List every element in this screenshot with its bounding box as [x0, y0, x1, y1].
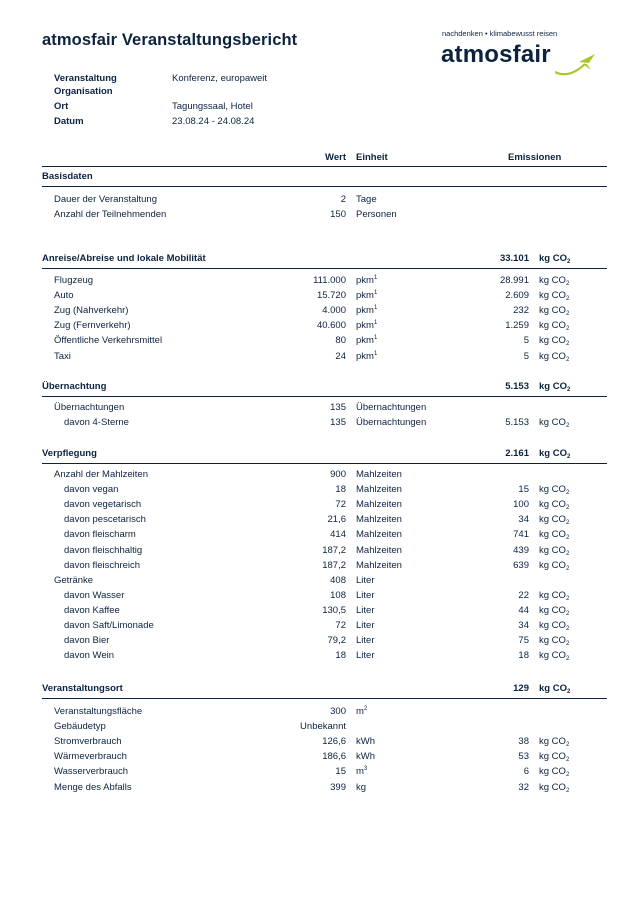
row-unit-text: Liter	[356, 605, 375, 616]
row-value: 4.000	[322, 305, 346, 316]
row-value: 900	[330, 469, 346, 480]
row-emission: 44	[518, 605, 529, 616]
row-unit-text: Übernachtungen	[356, 402, 427, 413]
row-value: 111.000	[313, 275, 346, 286]
row-unit-text: Mahlzeiten	[356, 484, 402, 495]
row-label: davon fleischhaltig	[64, 545, 143, 556]
co2-subscript: 2	[566, 689, 571, 695]
co2-unit-text: kg CO	[539, 320, 566, 331]
logo-tagline: nachdenken • klimabewusst reisen	[442, 29, 558, 38]
co2-unit-text: kg CO	[539, 448, 567, 459]
row-unit	[356, 635, 374, 646]
co2-unit	[539, 590, 569, 601]
co2-unit-text: kg CO	[539, 275, 566, 286]
row-unit	[356, 417, 426, 428]
row-label: Menge des Abfalls	[54, 782, 132, 793]
row-label: Auto	[54, 290, 74, 301]
section-total-anreise: 33.101	[499, 253, 529, 264]
co2-unit-text: kg CO	[539, 305, 566, 316]
row-unit-text: Mahlzeiten	[356, 529, 402, 540]
row-emission: 32	[518, 782, 529, 793]
meta-key: Ort	[54, 101, 69, 112]
section-rule	[42, 463, 607, 464]
row-unit-text: Mahlzeiten	[356, 469, 402, 480]
row-value: 135	[330, 402, 346, 413]
row-unit-superscript: 1	[373, 320, 378, 326]
row-unit	[356, 209, 397, 220]
row-unit-text: pkm	[356, 351, 374, 362]
co2-subscript: 2	[565, 490, 570, 496]
row-label: Zug (Fernverkehr)	[54, 320, 131, 331]
co2-unit	[539, 335, 569, 346]
row-unit	[356, 605, 374, 616]
row-label: davon Saft/Limonade	[64, 620, 154, 631]
co2-unit-text: kg CO	[539, 514, 566, 525]
co2-unit-text: kg CO	[539, 351, 566, 362]
co2-subscript: 2	[565, 505, 570, 511]
row-unit	[356, 499, 402, 510]
row-label: Anzahl der Teilnehmenden	[54, 209, 167, 220]
co2-unit	[539, 605, 569, 616]
row-emission: 639	[513, 560, 529, 571]
row-unit	[356, 305, 377, 316]
row-emission: 18	[518, 650, 529, 661]
co2-unit-text: kg CO	[539, 635, 566, 646]
row-unit-text: m	[356, 766, 364, 777]
row-unit-text: Tage	[356, 194, 377, 205]
row-label: Wasserverbrauch	[54, 766, 129, 777]
report-title: atmosfair Veranstaltungsbericht	[42, 31, 298, 49]
row-unit	[356, 545, 402, 556]
row-unit-text: pkm	[356, 320, 374, 331]
co2-unit	[539, 782, 569, 793]
row-unit-text: kWh	[356, 736, 375, 747]
row-label: Wärmeverbrauch	[54, 751, 127, 762]
row-unit	[356, 335, 377, 346]
row-value: 186,6	[322, 751, 346, 762]
co2-unit-text: kg CO	[539, 335, 566, 346]
row-label: Zug (Nahverkehr)	[54, 305, 129, 316]
co2-unit-text: kg CO	[539, 782, 566, 793]
row-unit	[356, 560, 402, 571]
co2-subscript: 2	[565, 742, 570, 748]
co2-unit	[539, 290, 569, 301]
row-label: Veranstaltungsfläche	[54, 706, 143, 717]
co2-subscript: 2	[565, 311, 570, 317]
row-emission: 5	[523, 335, 529, 346]
row-label: Dauer der Veranstaltung	[54, 194, 157, 205]
co2-subscript: 2	[565, 596, 570, 602]
row-unit	[356, 650, 374, 661]
co2-unit	[539, 417, 569, 428]
co2-subscript: 2	[566, 259, 571, 265]
co2-unit	[539, 484, 569, 495]
co2-unit-text: kg CO	[539, 529, 566, 540]
co2-subscript: 2	[565, 551, 570, 557]
row-value: 2	[340, 194, 346, 205]
co2-unit	[539, 736, 569, 747]
co2-unit-text: kg CO	[539, 766, 566, 777]
co2-unit	[539, 499, 569, 510]
row-emission: 2.609	[505, 290, 529, 301]
row-unit	[356, 620, 374, 631]
co2-subscript: 2	[565, 788, 570, 794]
row-value: 72	[335, 499, 346, 510]
row-emission: 741	[513, 529, 529, 540]
meta-value: 23.08.24 - 24.08.24	[172, 116, 255, 127]
row-unit	[356, 320, 377, 331]
row-label: davon Kaffee	[64, 605, 120, 616]
co2-unit	[539, 305, 569, 316]
meta-key: Organisation	[54, 86, 113, 97]
section-total-uebernachtung: 5.153	[505, 381, 529, 392]
row-value: 150	[330, 209, 346, 220]
col-header-einheit: Einheit	[356, 152, 388, 163]
row-label: davon Wasser	[64, 590, 125, 601]
row-emission: 22	[518, 590, 529, 601]
row-unit	[356, 514, 402, 525]
row-unit-text: Mahlzeiten	[356, 514, 402, 525]
row-unit-text: m	[356, 706, 364, 717]
co2-subscript: 2	[565, 641, 570, 647]
co2-subscript: 2	[566, 387, 571, 393]
row-unit-superscript: 1	[373, 335, 378, 341]
row-value: 21,6	[327, 514, 346, 525]
row-unit-text: Liter	[356, 635, 375, 646]
co2-unit	[539, 253, 570, 264]
co2-unit	[539, 650, 569, 661]
co2-subscript: 2	[565, 296, 570, 302]
co2-unit-text: kg CO	[539, 683, 567, 694]
row-unit-text: Mahlzeiten	[356, 545, 402, 556]
row-label: Taxi	[54, 351, 71, 362]
row-label: Anzahl der Mahlzeiten	[54, 469, 148, 480]
row-unit-superscript: 1	[373, 351, 378, 357]
section-rule	[42, 268, 607, 269]
row-unit	[356, 290, 377, 301]
row-unit-text: Liter	[356, 620, 375, 631]
row-unit	[356, 736, 375, 747]
row-unit-text: Liter	[356, 650, 375, 661]
row-value: 108	[330, 590, 346, 601]
row-unit-text: pkm	[356, 275, 374, 286]
section-rule	[42, 698, 607, 699]
co2-unit	[539, 320, 569, 331]
row-unit-text: pkm	[356, 290, 374, 301]
co2-unit	[539, 560, 569, 571]
row-value: 18	[335, 484, 346, 495]
row-unit-superscript: 3	[363, 766, 368, 772]
co2-unit	[539, 514, 569, 525]
row-unit-text: Liter	[356, 575, 375, 586]
row-unit-superscript: 2	[363, 706, 368, 712]
row-label: davon pescetarisch	[64, 514, 146, 525]
co2-unit-text: kg CO	[539, 290, 566, 301]
row-value: 135	[330, 417, 346, 428]
section-title-anreise: Anreise/Abreise und lokale Mobilität	[42, 253, 206, 264]
co2-unit-text: kg CO	[539, 560, 566, 571]
row-unit	[356, 469, 402, 480]
row-value: Unbekannt	[300, 721, 346, 732]
row-unit-text: pkm	[356, 335, 374, 346]
row-label: Gebäudetyp	[54, 721, 106, 732]
row-unit-text: pkm	[356, 305, 374, 316]
row-emission: 232	[513, 305, 529, 316]
section-title-basis: Basisdaten	[42, 171, 93, 182]
row-unit	[356, 706, 367, 717]
co2-unit	[539, 683, 570, 694]
row-unit	[356, 766, 367, 777]
co2-subscript: 2	[565, 611, 570, 617]
co2-subscript: 2	[565, 757, 570, 763]
row-value: 72	[335, 620, 346, 631]
row-label: Flugzeug	[54, 275, 94, 286]
meta-key: Datum	[54, 116, 84, 127]
row-emission: 28.991	[499, 275, 529, 286]
row-unit	[356, 575, 374, 586]
row-label: Stromverbrauch	[54, 736, 122, 747]
row-emission: 6	[523, 766, 529, 777]
co2-subscript: 2	[565, 341, 570, 347]
row-unit	[356, 275, 377, 286]
col-header-emissionen: Emissionen	[508, 152, 562, 163]
row-emission: 100	[513, 499, 529, 510]
co2-subscript: 2	[565, 566, 570, 572]
row-unit-text: kg	[356, 782, 367, 793]
co2-unit-text: kg CO	[539, 253, 567, 264]
row-label: Getränke	[54, 575, 94, 586]
row-unit	[356, 529, 402, 540]
section-total-verpflegung: 2.161	[505, 448, 529, 459]
co2-unit	[539, 381, 570, 392]
row-unit-text: kWh	[356, 751, 375, 762]
row-unit	[356, 782, 366, 793]
co2-subscript: 2	[565, 535, 570, 541]
row-label: davon Bier	[64, 635, 110, 646]
row-value: 187,2	[322, 560, 346, 571]
row-unit-superscript: 1	[373, 275, 378, 281]
co2-subscript: 2	[565, 520, 570, 526]
row-emission: 34	[518, 514, 529, 525]
row-value: 24	[335, 351, 346, 362]
col-header-wert: Wert	[325, 152, 346, 163]
row-value: 126,6	[322, 736, 346, 747]
co2-subscript: 2	[566, 454, 571, 460]
co2-unit-text: kg CO	[539, 545, 566, 556]
meta-value: Tagungssaal, Hotel	[172, 101, 253, 112]
section-title-uebernachtung: Übernachtung	[42, 381, 107, 392]
row-emission: 5.153	[505, 417, 529, 428]
co2-subscript: 2	[565, 357, 570, 363]
co2-unit	[539, 351, 569, 362]
co2-subscript: 2	[565, 281, 570, 287]
co2-subscript: 2	[565, 626, 570, 632]
row-emission: 53	[518, 751, 529, 762]
section-title-ort: Veranstaltungsort	[42, 683, 123, 694]
row-emission: 439	[513, 545, 529, 556]
row-unit	[356, 402, 426, 413]
row-value: 40.600	[316, 320, 346, 331]
row-emission: 5	[523, 351, 529, 362]
row-value: 300	[330, 706, 346, 717]
co2-unit	[539, 766, 569, 777]
row-label: davon fleischarm	[64, 529, 136, 540]
row-value: 80	[335, 335, 346, 346]
row-unit-text: Übernachtungen	[356, 417, 427, 428]
row-unit-text: Liter	[356, 590, 375, 601]
row-value: 187,2	[322, 545, 346, 556]
co2-subscript: 2	[565, 423, 570, 429]
row-value: 130,5	[322, 605, 346, 616]
co2-unit	[539, 545, 569, 556]
row-label: Öffentliche Verkehrsmittel	[54, 335, 163, 346]
row-emission: 1.259	[505, 320, 529, 331]
co2-unit-text: kg CO	[539, 499, 566, 510]
row-value: 15.720	[316, 290, 346, 301]
section-rule	[42, 396, 607, 397]
row-unit-superscript: 1	[373, 290, 378, 296]
row-emission: 34	[518, 620, 529, 631]
row-label: davon vegetarisch	[64, 499, 142, 510]
co2-unit-text: kg CO	[539, 484, 566, 495]
row-unit	[356, 194, 377, 205]
co2-unit-text: kg CO	[539, 590, 566, 601]
row-unit	[356, 751, 375, 762]
row-label: davon Wein	[64, 650, 114, 661]
co2-unit	[539, 448, 570, 459]
co2-unit	[539, 620, 569, 631]
row-value: 15	[335, 766, 346, 777]
co2-unit-text: kg CO	[539, 751, 566, 762]
meta-value: Konferenz, europaweit	[172, 73, 268, 84]
co2-unit-text: kg CO	[539, 620, 566, 631]
row-label: davon fleischreich	[64, 560, 141, 571]
row-unit	[356, 351, 377, 362]
row-unit-text: Mahlzeiten	[356, 560, 402, 571]
co2-unit-text: kg CO	[539, 417, 566, 428]
row-unit	[356, 484, 402, 495]
row-label: davon vegan	[64, 484, 119, 495]
co2-unit	[539, 529, 569, 540]
co2-unit	[539, 751, 569, 762]
row-value: 408	[330, 575, 346, 586]
logo-wordmark: atmosfair	[441, 41, 551, 68]
co2-unit-text: kg CO	[539, 605, 566, 616]
co2-unit	[539, 635, 569, 646]
section-title-verpflegung: Verpflegung	[42, 448, 97, 459]
row-unit-text: Personen	[356, 209, 397, 220]
co2-subscript: 2	[565, 326, 570, 332]
row-unit	[356, 590, 374, 601]
meta-key: Veranstaltung	[54, 73, 117, 84]
header-rule	[42, 166, 607, 167]
co2-subscript: 2	[565, 656, 570, 662]
row-label: Übernachtungen	[54, 402, 125, 413]
row-value: 414	[330, 529, 346, 540]
co2-unit-text: kg CO	[539, 736, 566, 747]
co2-unit-text: kg CO	[539, 381, 567, 392]
row-value: 18	[335, 650, 346, 661]
section-rule	[42, 186, 607, 187]
co2-unit	[539, 275, 569, 286]
section-total-ort: 129	[513, 683, 529, 694]
row-emission: 75	[518, 635, 529, 646]
row-value: 79,2	[327, 635, 346, 646]
row-unit-text: Mahlzeiten	[356, 499, 402, 510]
co2-unit-text: kg CO	[539, 650, 566, 661]
row-emission: 38	[518, 736, 529, 747]
plane-swoosh-icon	[555, 52, 597, 82]
co2-subscript: 2	[565, 772, 570, 778]
row-unit-superscript: 1	[373, 305, 378, 311]
row-emission: 15	[518, 484, 529, 495]
row-value: 399	[330, 782, 346, 793]
row-label: davon 4-Sterne	[64, 417, 129, 428]
